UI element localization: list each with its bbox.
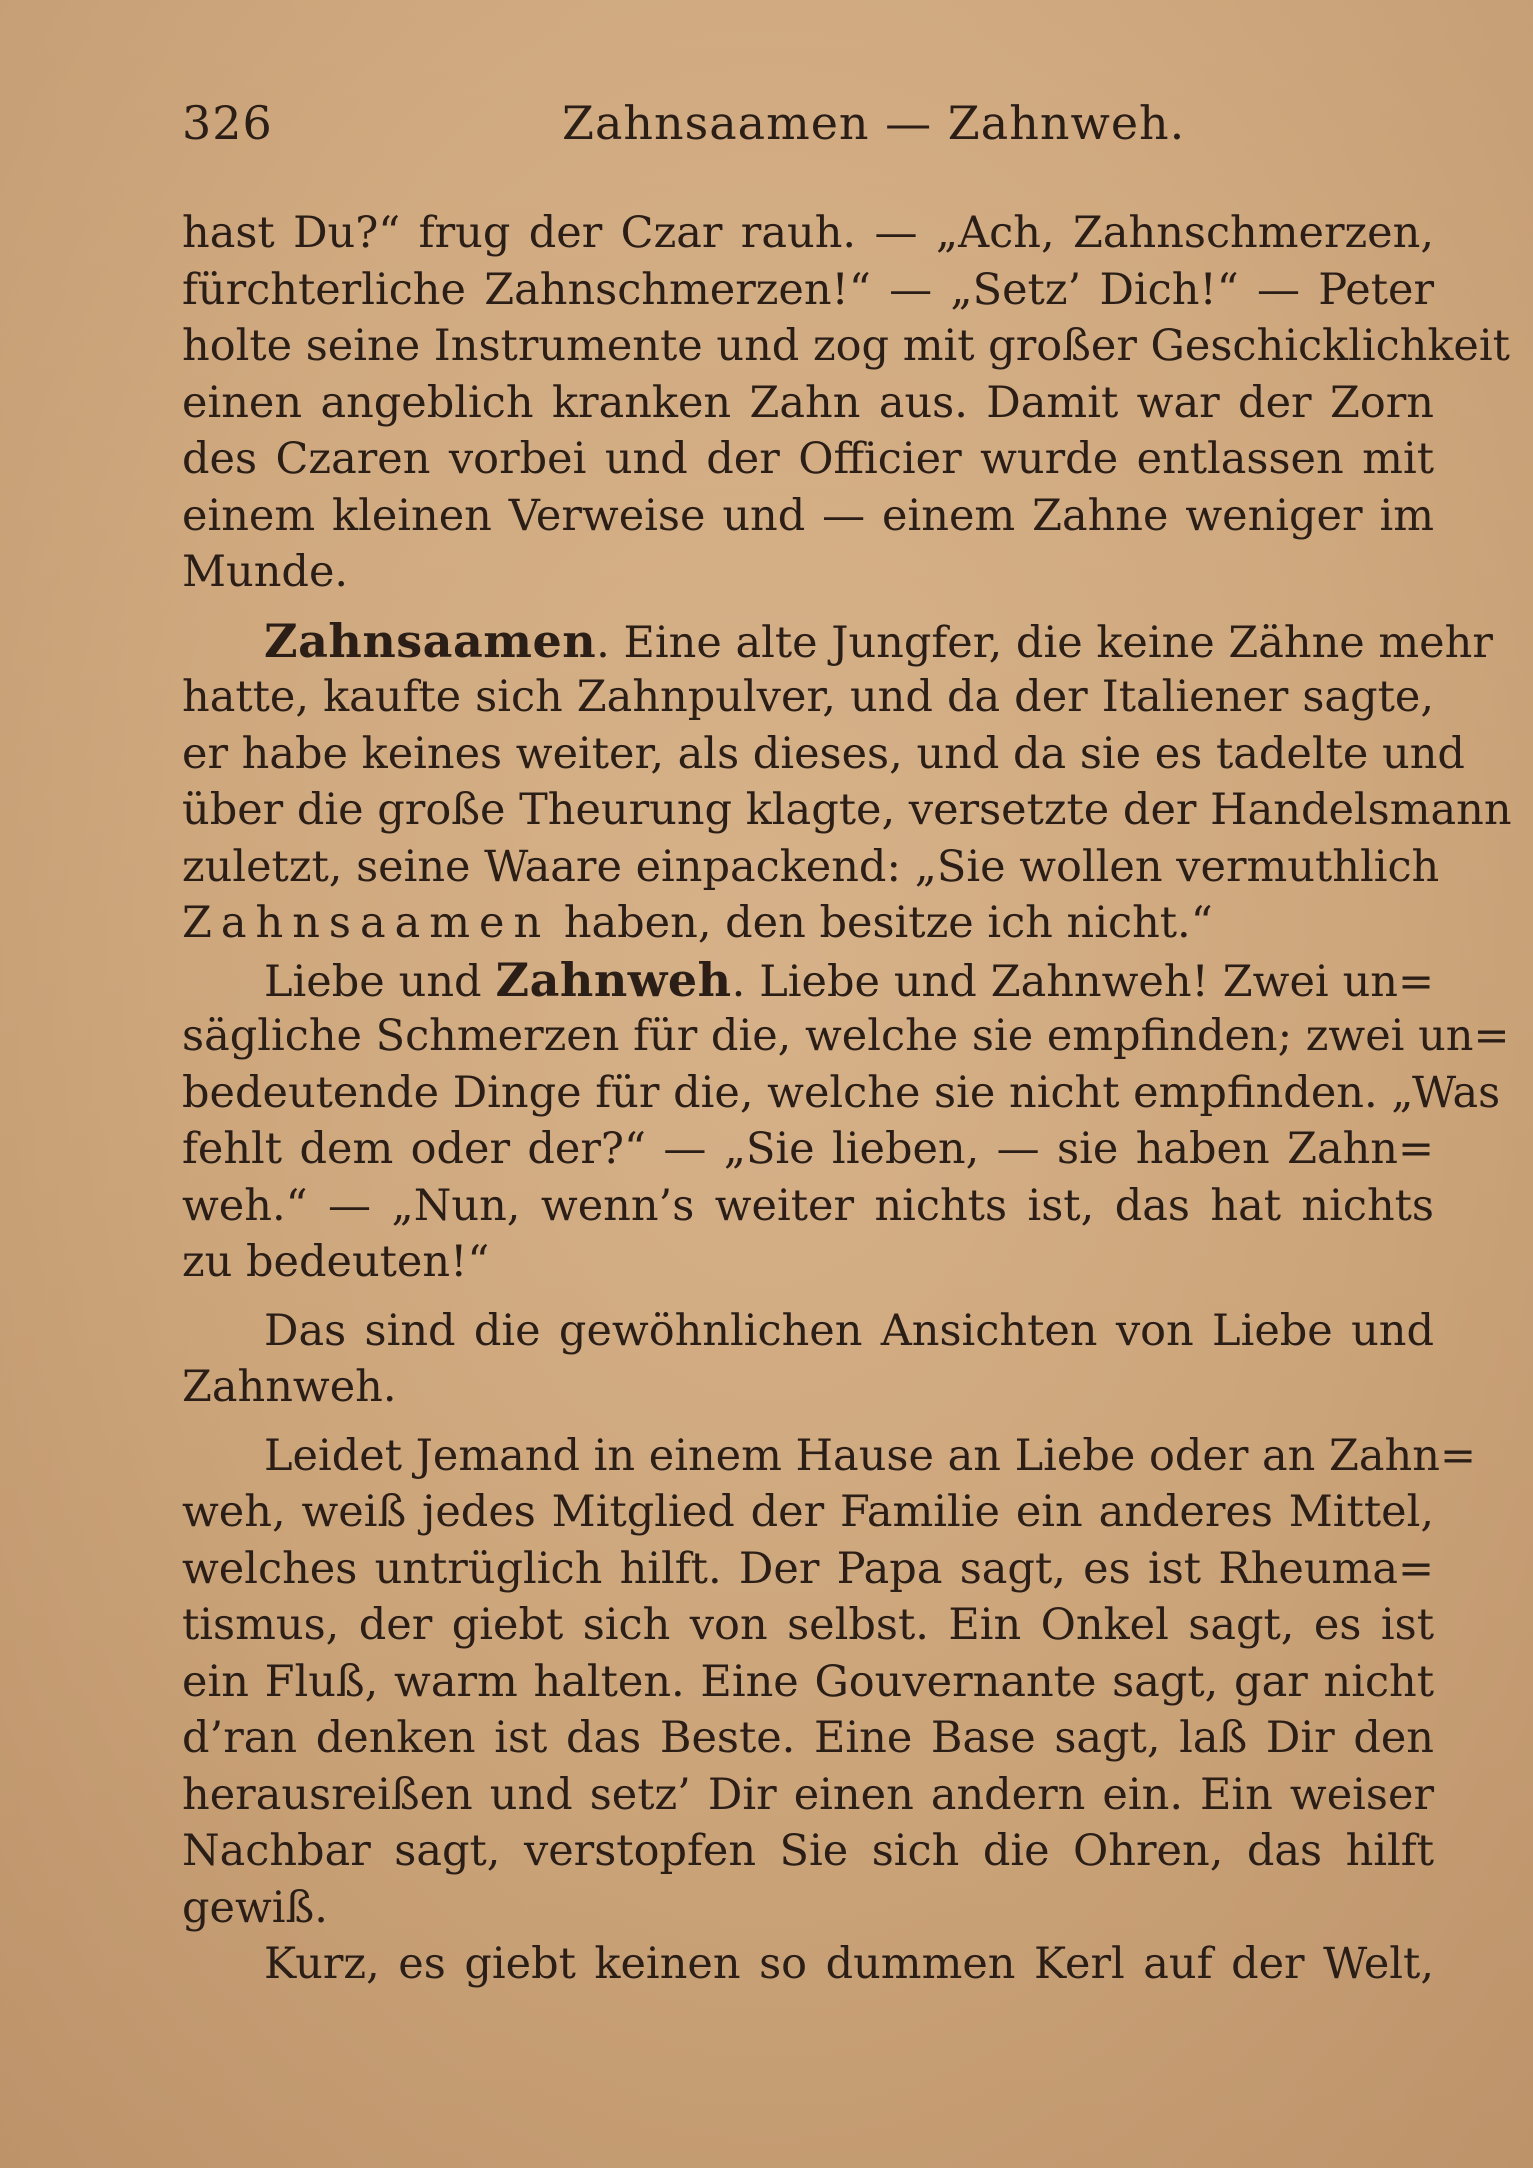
- text-line: Das sind die gewöhnlichen Ansichten von Liebe und: [264, 1305, 1434, 1356]
- text-line: tismus, der giebt sich von selbst. Ein Onkel sagt, es ist: [182, 1600, 1434, 1650]
- entry-headword: Zahnweh: [495, 952, 732, 1007]
- entry-first-line: [182, 613, 1493, 670]
- text-line: Kurz, es giebt keinen so dummen Kerl auf der Welt,: [264, 1939, 1434, 1989]
- text-line: Nachbar sagt, verstopfen Sie sich die Ohren, das hilft: [182, 1826, 1434, 1876]
- text-line: er habe keines weiter, als dieses, und da sie es tadelte und: [182, 728, 1465, 779]
- text-line: einem kleinen Verweise und — einem Zahne weniger im: [182, 490, 1434, 541]
- text-line: ein Fluß, warm halten. Eine Gouvernante sagt, gar nicht: [182, 1656, 1434, 1707]
- body-text: [182, 205, 1512, 1993]
- text-line: des Czaren vorbei und der Officier wurde entlassen mit: [182, 434, 1434, 484]
- text-line: sägliche Schmerzen für die, welche sie empfinden; zwei un=: [182, 1011, 1510, 1061]
- text-line: d’ran denken ist das Beste. Eine Base sagt, laß Dir den: [182, 1713, 1434, 1763]
- text-line: holte seine Instrumente und zog mit großer Geschicklichkeit: [182, 321, 1510, 371]
- entry-headword: Zahnsaamen: [264, 613, 597, 668]
- text-line: herausreißen und setz’ Dir einen andern ein. Ein weiser: [182, 1769, 1434, 1820]
- text-line: zu bedeuten!“: [182, 1237, 490, 1287]
- text-line: hatte, kaufte sich Zahnpulver, und da der Italiener sagte,: [182, 672, 1434, 722]
- text-line: fehlt dem oder der?“ — „Sie lieben, — sie haben Zahn=: [182, 1124, 1434, 1174]
- text-line: Leidet Jemand in einem Hause an Liebe oder an Zahn=: [264, 1430, 1476, 1481]
- text-span: . Liebe und Zahnweh! Zwei un=: [731, 956, 1434, 1007]
- page-header: [182, 96, 1434, 166]
- text-line: welches untrüglich hilft. Der Papa sagt, es ist Rheuma=: [182, 1543, 1434, 1594]
- text-line: Munde.: [182, 547, 349, 597]
- text-line: hast Du?“ frug der Czar rauh. — „Ach, Zahnschmerzen,: [182, 208, 1434, 258]
- text-span: Liebe und: [264, 956, 496, 1007]
- running-title: Zahnsaamen — Zahnweh.: [562, 96, 1186, 150]
- emphasized-word: Zahnsaamen: [182, 898, 551, 948]
- text-span: haben, den besitze ich nicht.“: [550, 898, 1213, 948]
- paragraph-czar: [182, 205, 1510, 601]
- text-line: weh, weiß jedes Mitglied der Familie ein anderes Mittel,: [182, 1487, 1434, 1537]
- text-line: bedeutende Dinge für die, welche sie nicht empfinden. „Was: [182, 1067, 1501, 1118]
- text-line: über die große Theurung klagte, versetzte der Handelsmann: [182, 785, 1512, 835]
- paragraph-ansichten: [182, 1303, 1434, 1416]
- text-line: weh.“ — „Nun, wenn’s weiter nichts ist, das hat nichts: [182, 1180, 1434, 1231]
- text-line: Zahnweh.: [182, 1362, 397, 1412]
- text-line: einen angeblich kranken Zahn aus. Damit war der Zorn: [182, 377, 1434, 428]
- text-line: gewiß.: [182, 1882, 328, 1933]
- entry-first-line: [182, 952, 1434, 1009]
- entry-zahnsaamen: [182, 613, 1512, 952]
- text-line: fürchterliche Zahnschmerzen!“ — „Setz’ Dich!“ — Peter: [182, 264, 1434, 315]
- text-line: [182, 895, 1434, 952]
- page-number: 326: [182, 96, 273, 150]
- entry-liebe-und-zahnweh: [182, 952, 1510, 1291]
- paragraph-kurz: [182, 1936, 1434, 1993]
- text-span: . Eine alte Jungfer, die keine Zähne mehr: [596, 617, 1493, 668]
- paragraph-mittel: [182, 1428, 1476, 1937]
- text-line: zuletzt, seine Waare einpackend: „Sie wollen vermuthlich: [182, 841, 1440, 892]
